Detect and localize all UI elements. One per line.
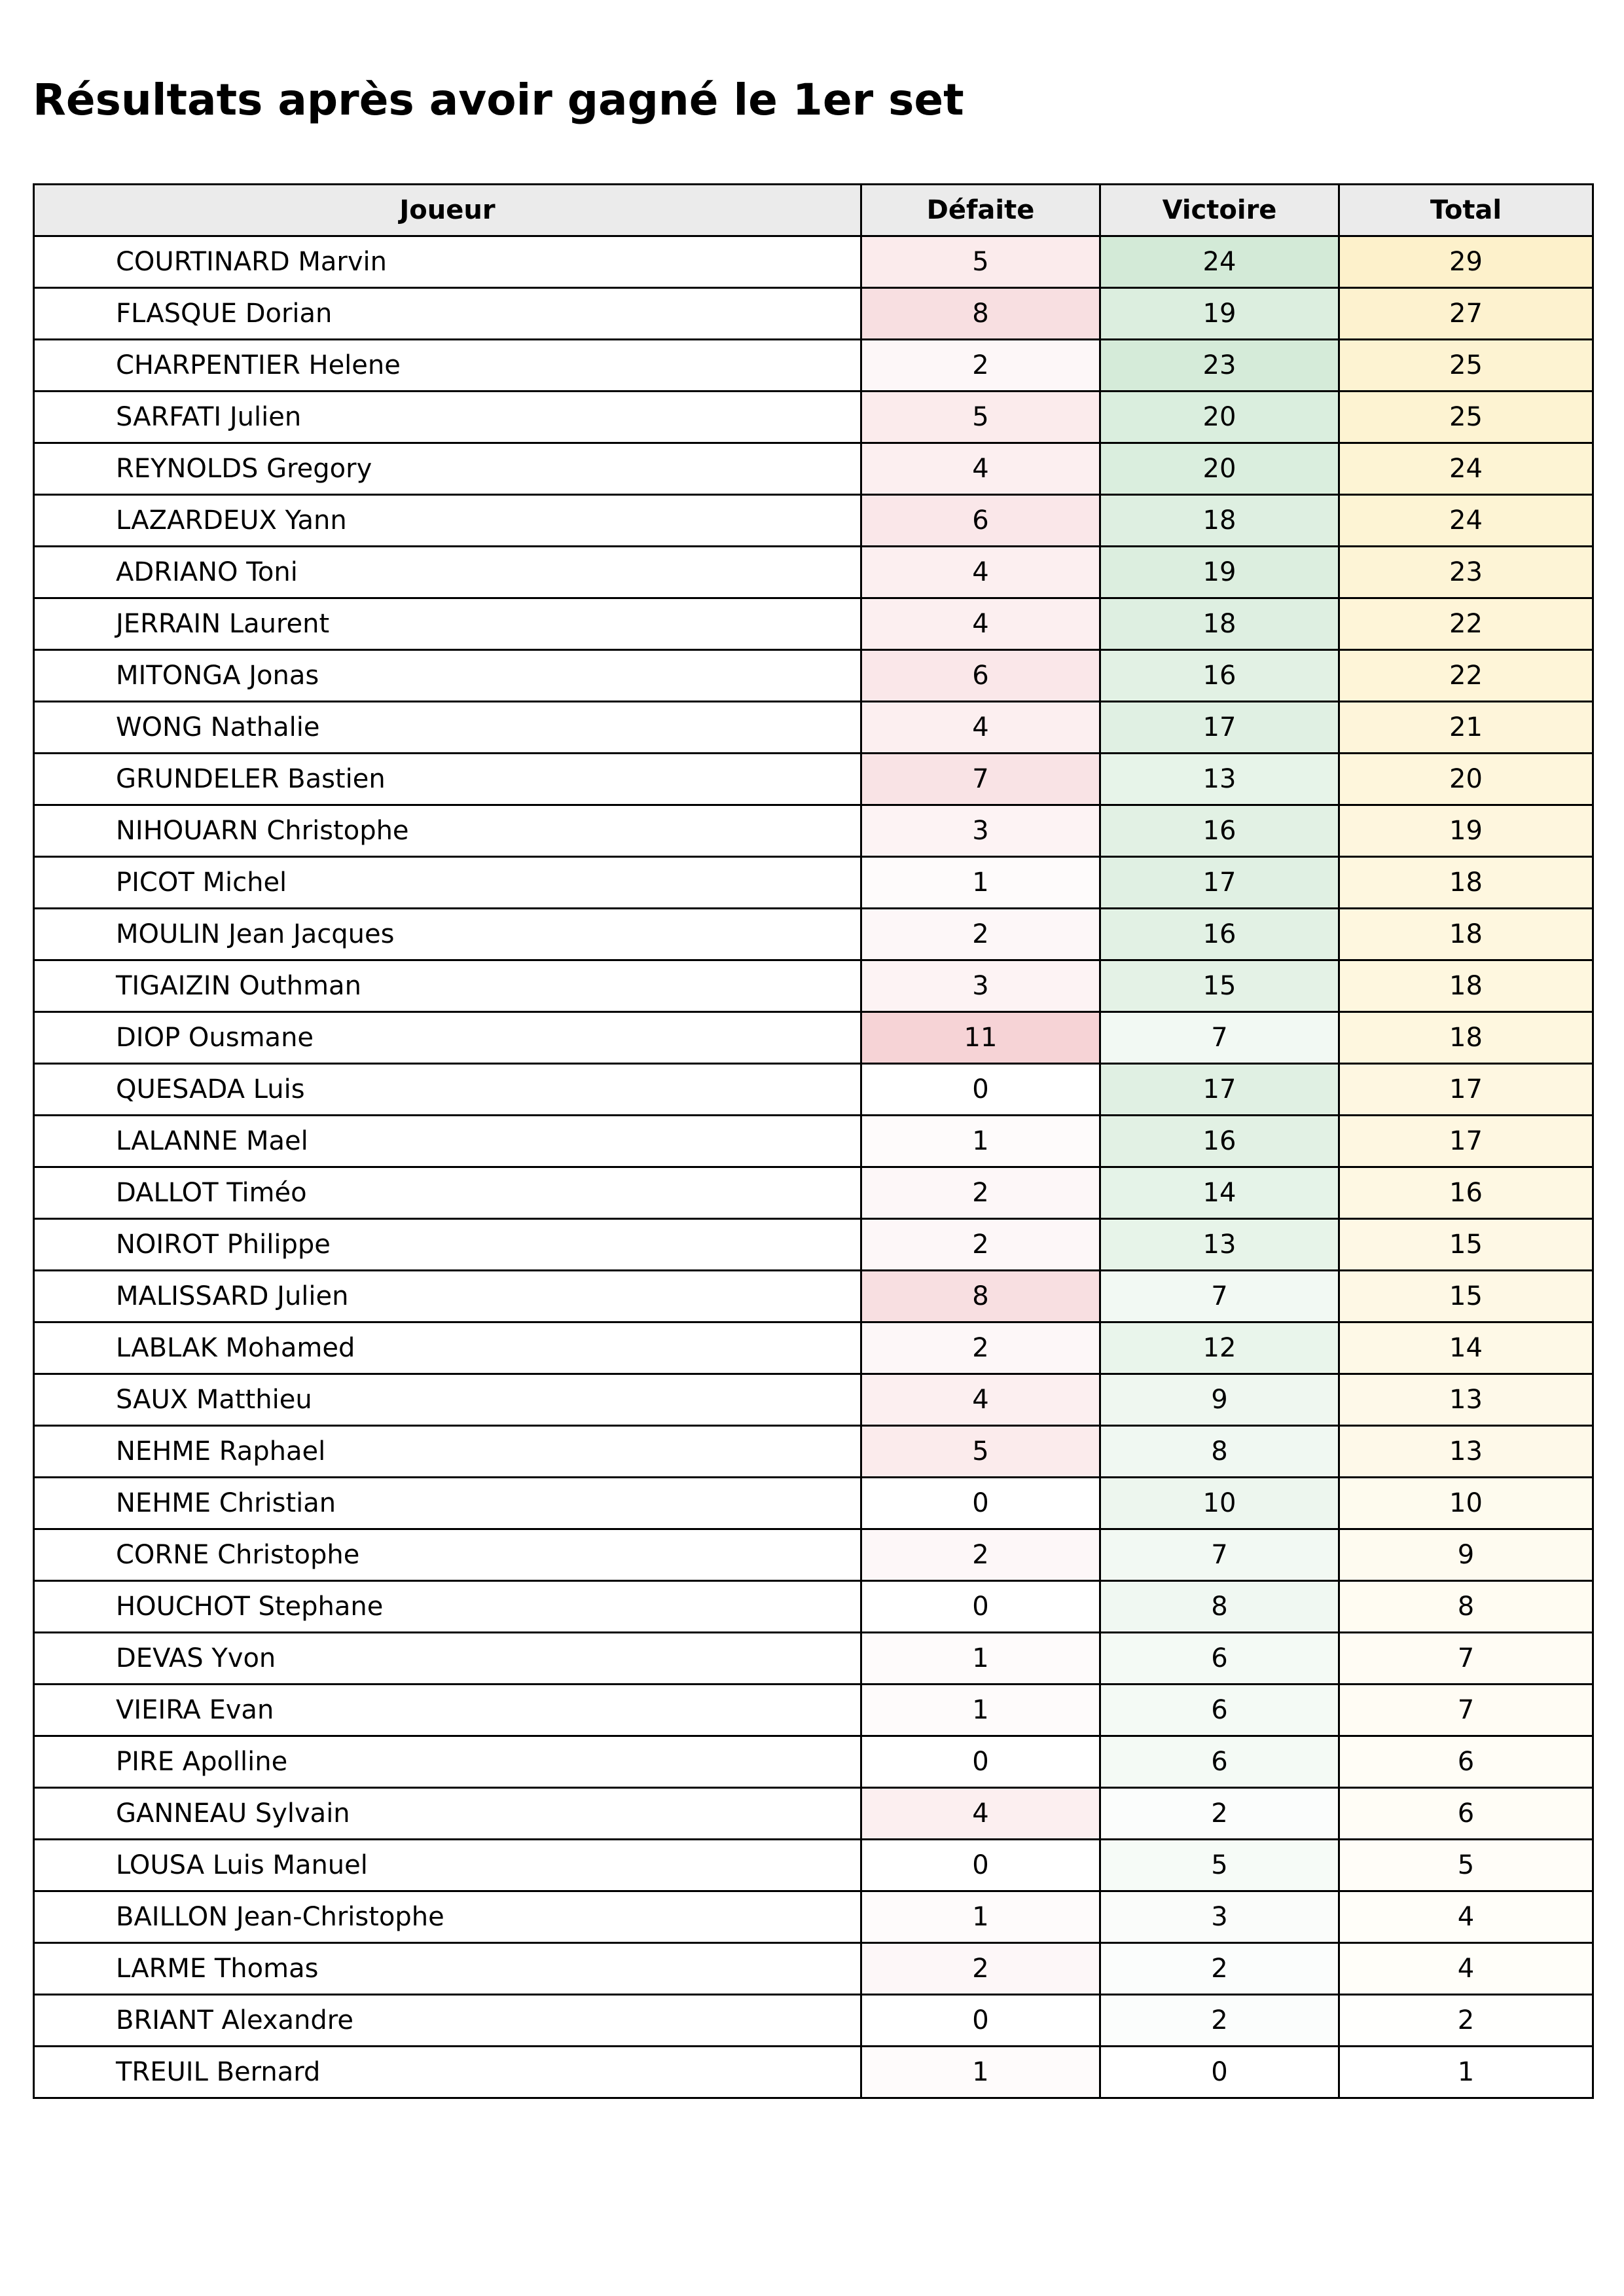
header-defaite: Défaite: [861, 185, 1100, 236]
cell-joueur: LOUSA Luis Manuel: [34, 1840, 861, 1891]
page-title: Résultats après avoir gagné le 1er set: [33, 75, 964, 125]
table-row: [34, 1271, 1593, 1322]
cell-defaite: 8: [861, 288, 1100, 340]
cell-total: 4: [1339, 1891, 1593, 1943]
cell-defaite: 3: [861, 805, 1100, 857]
cell-joueur: NEHME Christian: [34, 1478, 861, 1529]
cell-defaite: 2: [861, 1167, 1100, 1219]
table-row: [34, 236, 1593, 288]
header-victoire: Victoire: [1100, 185, 1339, 236]
cell-total: 27: [1339, 288, 1593, 340]
table-row: [34, 650, 1593, 702]
table-row: [34, 1374, 1593, 1426]
cell-victoire: 16: [1100, 1116, 1339, 1167]
cell-defaite: 2: [861, 1322, 1100, 1374]
cell-joueur: HOUCHOT Stephane: [34, 1581, 861, 1633]
cell-defaite: 6: [861, 650, 1100, 702]
table-row: [34, 702, 1593, 754]
cell-total: 25: [1339, 340, 1593, 392]
cell-defaite: 1: [861, 1633, 1100, 1685]
cell-joueur: QUESADA Luis: [34, 1064, 861, 1116]
cell-joueur: DALLOT Timéo: [34, 1167, 861, 1219]
table-row: [34, 1840, 1593, 1891]
cell-victoire: 20: [1100, 443, 1339, 495]
table-row: [34, 1788, 1593, 1840]
cell-defaite: 4: [861, 1374, 1100, 1426]
cell-defaite: 0: [861, 1478, 1100, 1529]
cell-defaite: 2: [861, 909, 1100, 960]
cell-joueur: LALANNE Mael: [34, 1116, 861, 1167]
cell-total: 15: [1339, 1219, 1593, 1271]
cell-victoire: 10: [1100, 1478, 1339, 1529]
cell-joueur: GANNEAU Sylvain: [34, 1788, 861, 1840]
table-row: [34, 340, 1593, 392]
cell-total: 10: [1339, 1478, 1593, 1529]
cell-victoire: 6: [1100, 1633, 1339, 1685]
cell-victoire: 13: [1100, 1219, 1339, 1271]
cell-joueur: COURTINARD Marvin: [34, 236, 861, 288]
cell-victoire: 16: [1100, 909, 1339, 960]
cell-defaite: 1: [861, 1891, 1100, 1943]
cell-total: 2: [1339, 1995, 1593, 2047]
cell-joueur: BRIANT Alexandre: [34, 1995, 861, 2047]
header-joueur: Joueur: [34, 185, 861, 236]
table-row: [34, 1064, 1593, 1116]
table-row: [34, 1116, 1593, 1167]
cell-joueur: CHARPENTIER Helene: [34, 340, 861, 392]
cell-victoire: 19: [1100, 547, 1339, 598]
cell-joueur: LAZARDEUX Yann: [34, 495, 861, 547]
cell-joueur: PIRE Apolline: [34, 1736, 861, 1788]
table-row: [34, 443, 1593, 495]
cell-defaite: 5: [861, 1426, 1100, 1478]
cell-defaite: 4: [861, 598, 1100, 650]
table-row: [34, 1322, 1593, 1374]
cell-joueur: DIOP Ousmane: [34, 1012, 861, 1064]
cell-victoire: 7: [1100, 1529, 1339, 1581]
cell-joueur: MITONGA Jonas: [34, 650, 861, 702]
cell-total: 22: [1339, 650, 1593, 702]
cell-victoire: 13: [1100, 754, 1339, 805]
cell-victoire: 6: [1100, 1685, 1339, 1736]
cell-total: 24: [1339, 495, 1593, 547]
cell-joueur: JERRAIN Laurent: [34, 598, 861, 650]
cell-total: 6: [1339, 1736, 1593, 1788]
cell-joueur: NIHOUARN Christophe: [34, 805, 861, 857]
cell-joueur: REYNOLDS Gregory: [34, 443, 861, 495]
cell-joueur: MALISSARD Julien: [34, 1271, 861, 1322]
cell-joueur: PICOT Michel: [34, 857, 861, 909]
table-row: [34, 2047, 1593, 2098]
cell-defaite: 5: [861, 392, 1100, 443]
cell-victoire: 12: [1100, 1322, 1339, 1374]
cell-total: 17: [1339, 1064, 1593, 1116]
cell-total: 7: [1339, 1685, 1593, 1736]
table-header-row: [34, 185, 1593, 236]
table-row: [34, 1478, 1593, 1529]
cell-defaite: 2: [861, 1943, 1100, 1995]
cell-joueur: FLASQUE Dorian: [34, 288, 861, 340]
cell-victoire: 3: [1100, 1891, 1339, 1943]
table-row: [34, 1943, 1593, 1995]
cell-victoire: 15: [1100, 960, 1339, 1012]
cell-joueur: MOULIN Jean Jacques: [34, 909, 861, 960]
table-row: [34, 1529, 1593, 1581]
cell-joueur: VIEIRA Evan: [34, 1685, 861, 1736]
cell-total: 16: [1339, 1167, 1593, 1219]
cell-joueur: SAUX Matthieu: [34, 1374, 861, 1426]
cell-victoire: 5: [1100, 1840, 1339, 1891]
cell-total: 24: [1339, 443, 1593, 495]
cell-total: 18: [1339, 1012, 1593, 1064]
table-row: [34, 392, 1593, 443]
table-row: [34, 1426, 1593, 1478]
cell-joueur: BAILLON Jean-Christophe: [34, 1891, 861, 1943]
cell-victoire: 7: [1100, 1271, 1339, 1322]
table-row: [34, 1995, 1593, 2047]
cell-joueur: CORNE Christophe: [34, 1529, 861, 1581]
cell-victoire: 23: [1100, 340, 1339, 392]
cell-total: 6: [1339, 1788, 1593, 1840]
cell-defaite: 4: [861, 1788, 1100, 1840]
cell-total: 15: [1339, 1271, 1593, 1322]
table-row: [34, 909, 1593, 960]
cell-victoire: 8: [1100, 1426, 1339, 1478]
table-row: [34, 1219, 1593, 1271]
cell-victoire: 19: [1100, 288, 1339, 340]
table-row: [34, 1012, 1593, 1064]
table-row: [34, 1685, 1593, 1736]
table-row: [34, 288, 1593, 340]
cell-victoire: 20: [1100, 392, 1339, 443]
table-row: [34, 598, 1593, 650]
cell-defaite: 1: [861, 1116, 1100, 1167]
cell-total: 13: [1339, 1426, 1593, 1478]
results-table: [33, 183, 1594, 2099]
cell-joueur: TIGAIZIN Outhman: [34, 960, 861, 1012]
table-row: [34, 1581, 1593, 1633]
cell-total: 1: [1339, 2047, 1593, 2098]
cell-victoire: 14: [1100, 1167, 1339, 1219]
cell-defaite: 11: [861, 1012, 1100, 1064]
table-row: [34, 547, 1593, 598]
cell-victoire: 2: [1100, 1943, 1339, 1995]
cell-joueur: SARFATI Julien: [34, 392, 861, 443]
cell-total: 18: [1339, 909, 1593, 960]
table-row: [34, 960, 1593, 1012]
table-row: [34, 857, 1593, 909]
cell-victoire: 2: [1100, 1788, 1339, 1840]
cell-total: 18: [1339, 960, 1593, 1012]
cell-victoire: 0: [1100, 2047, 1339, 2098]
cell-total: 25: [1339, 392, 1593, 443]
cell-total: 18: [1339, 857, 1593, 909]
table-row: [34, 495, 1593, 547]
cell-defaite: 8: [861, 1271, 1100, 1322]
cell-total: 21: [1339, 702, 1593, 754]
cell-victoire: 18: [1100, 495, 1339, 547]
cell-total: 7: [1339, 1633, 1593, 1685]
cell-victoire: 6: [1100, 1736, 1339, 1788]
cell-total: 19: [1339, 805, 1593, 857]
cell-victoire: 9: [1100, 1374, 1339, 1426]
cell-defaite: 7: [861, 754, 1100, 805]
table-body: [34, 236, 1593, 2098]
cell-victoire: 7: [1100, 1012, 1339, 1064]
cell-joueur: LARME Thomas: [34, 1943, 861, 1995]
cell-defaite: 4: [861, 443, 1100, 495]
cell-total: 20: [1339, 754, 1593, 805]
cell-defaite: 0: [861, 1995, 1100, 2047]
cell-victoire: 16: [1100, 805, 1339, 857]
cell-defaite: 0: [861, 1840, 1100, 1891]
cell-victoire: 24: [1100, 236, 1339, 288]
cell-defaite: 4: [861, 702, 1100, 754]
cell-defaite: 2: [861, 1529, 1100, 1581]
table-row: [34, 805, 1593, 857]
cell-total: 13: [1339, 1374, 1593, 1426]
cell-victoire: 8: [1100, 1581, 1339, 1633]
cell-total: 23: [1339, 547, 1593, 598]
cell-defaite: 0: [861, 1581, 1100, 1633]
table-row: [34, 1633, 1593, 1685]
cell-defaite: 4: [861, 547, 1100, 598]
cell-joueur: TREUIL Bernard: [34, 2047, 861, 2098]
cell-defaite: 1: [861, 2047, 1100, 2098]
cell-victoire: 17: [1100, 1064, 1339, 1116]
cell-joueur: DEVAS Yvon: [34, 1633, 861, 1685]
cell-defaite: 1: [861, 1685, 1100, 1736]
cell-total: 5: [1339, 1840, 1593, 1891]
table-row: [34, 1891, 1593, 1943]
cell-total: 9: [1339, 1529, 1593, 1581]
cell-victoire: 16: [1100, 650, 1339, 702]
cell-defaite: 1: [861, 857, 1100, 909]
table-row: [34, 1736, 1593, 1788]
cell-total: 8: [1339, 1581, 1593, 1633]
cell-defaite: 2: [861, 340, 1100, 392]
cell-defaite: 0: [861, 1736, 1100, 1788]
cell-joueur: WONG Nathalie: [34, 702, 861, 754]
cell-victoire: 2: [1100, 1995, 1339, 2047]
cell-defaite: 0: [861, 1064, 1100, 1116]
cell-defaite: 5: [861, 236, 1100, 288]
cell-defaite: 3: [861, 960, 1100, 1012]
header-total: Total: [1339, 185, 1593, 236]
cell-joueur: LABLAK Mohamed: [34, 1322, 861, 1374]
table-row: [34, 754, 1593, 805]
cell-total: 17: [1339, 1116, 1593, 1167]
table-row: [34, 1167, 1593, 1219]
cell-total: 22: [1339, 598, 1593, 650]
cell-total: 14: [1339, 1322, 1593, 1374]
cell-victoire: 17: [1100, 857, 1339, 909]
cell-joueur: NOIROT Philippe: [34, 1219, 861, 1271]
cell-joueur: NEHME Raphael: [34, 1426, 861, 1478]
cell-joueur: ADRIANO Toni: [34, 547, 861, 598]
cell-joueur: GRUNDELER Bastien: [34, 754, 861, 805]
cell-victoire: 18: [1100, 598, 1339, 650]
cell-total: 29: [1339, 236, 1593, 288]
cell-victoire: 17: [1100, 702, 1339, 754]
cell-total: 4: [1339, 1943, 1593, 1995]
cell-defaite: 2: [861, 1219, 1100, 1271]
cell-defaite: 6: [861, 495, 1100, 547]
